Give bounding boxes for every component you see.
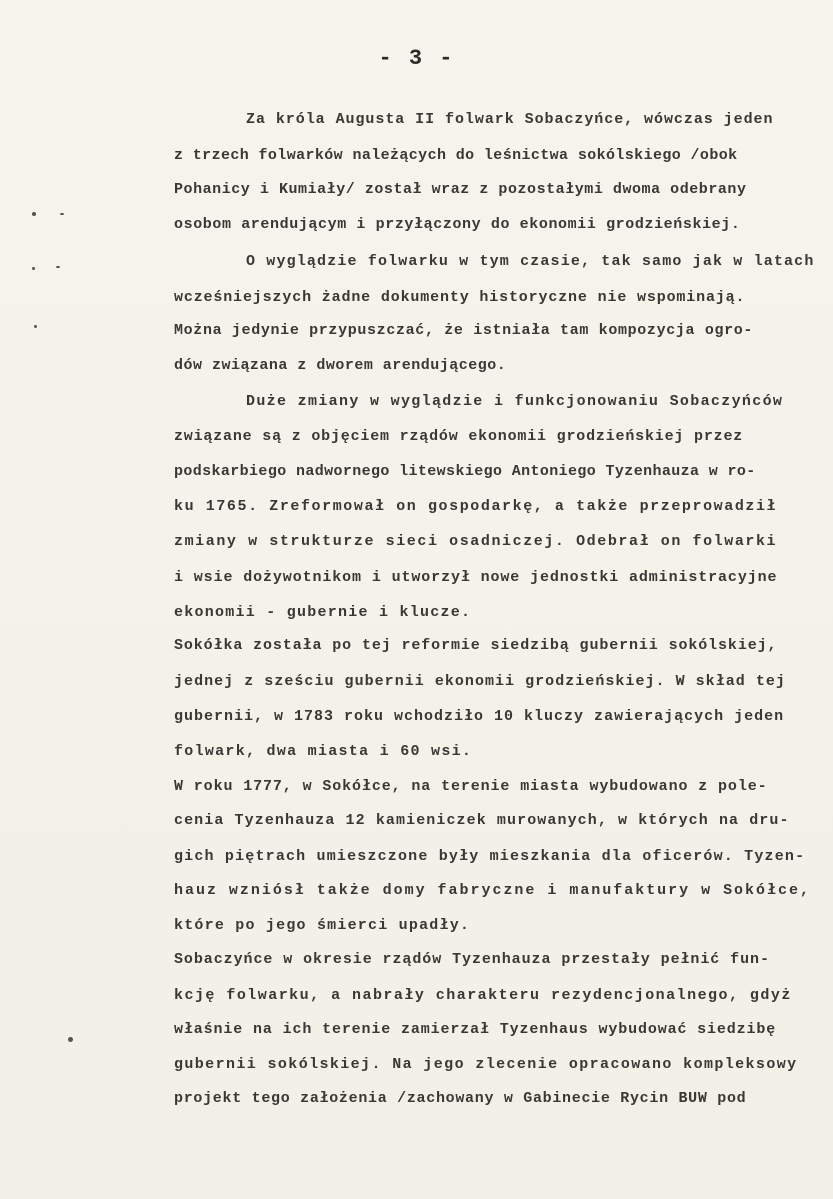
margin-speck	[56, 266, 60, 268]
text-line: projekt tego założenia /zachowany w Gabinecie Rycin BUW pod	[174, 1090, 747, 1107]
text-line: O wyglądzie folwarku w tym czasie, tak samo jak w latach	[246, 253, 815, 270]
text-line: gubernii sokólskiej. Na jego zlecenie opracowano kompleksowy	[174, 1056, 798, 1073]
text-line: Duże zmiany w wyglądzie i funkcjonowaniu Sobaczyńców	[246, 393, 784, 410]
text-line: kcję folwarku, a nabrały charakteru rezydencjonalnego, gdyż	[174, 987, 792, 1004]
text-line: i wsie dożywotnikom i utworzył nowe jednostki administracyjne	[174, 569, 778, 586]
text-line: właśnie na ich terenie zamierzał Tyzenhaus wybudować siedzibę	[174, 1021, 777, 1038]
text-line: gich piętrach umieszczone były mieszkania dla oficerów. Tyzen-	[174, 848, 806, 865]
text-line: cenia Tyzenhauza 12 kamieniczek murowanych, w których na dru-	[174, 812, 790, 829]
margin-speck	[60, 213, 64, 215]
margin-speck	[32, 267, 35, 270]
margin-speck	[68, 1037, 73, 1042]
text-line: dów związana z dworem arendującego.	[174, 357, 507, 374]
text-line: które po jego śmierci upadły.	[174, 917, 471, 934]
text-line: Sobaczyńce w okresie rządów Tyzenhauza przestały pełnić fun-	[174, 951, 770, 968]
text-line: ekonomii - gubernie i klucze.	[174, 604, 472, 621]
text-line: wcześniejszych żadne dokumenty historyczne nie wspominają.	[174, 289, 746, 306]
text-line: zmiany w strukturze sieci osadniczej. Odebrał on folwarki	[174, 533, 778, 550]
text-line: podskarbiego nadwornego litewskiego Antoniego Tyzenhauza w ro-	[174, 463, 756, 480]
text-line: jednej z sześciu gubernii ekonomii grodzieńskiej. W skład tej	[174, 673, 786, 690]
page-number: - 3 -	[378, 46, 455, 71]
text-line: Za króla Augusta II folwark Sobaczyńce, wówczas jeden	[246, 111, 774, 128]
text-line: ku 1765. Zreformował on gospodarkę, a także przeprowadził	[174, 498, 778, 515]
text-line: związane są z objęciem rządów ekonomii grodzieńskiej przez	[174, 428, 744, 445]
text-line: hauz wzniósł także domy fabryczne i manufaktury w Sokółce,	[174, 882, 811, 899]
margin-speck	[34, 325, 37, 328]
text-line: folwark, dwa miasta i 60 wsi.	[174, 743, 473, 760]
text-line: gubernii, w 1783 roku wchodziło 10 kluczy zawierających jeden	[174, 708, 785, 725]
text-line: Można jedynie przypuszczać, że istniała tam kompozycja ogro-	[174, 322, 754, 339]
text-line: osobom arendującym i przyłączony do ekonomii grodzieńskiej.	[174, 216, 741, 233]
text-line: Pohanicy i Kumiały/ został wraz z pozostałymi dwoma odebrany	[174, 181, 747, 198]
text-line: Sokółka została po tej reformie siedzibą gubernii sokólskiej,	[174, 637, 778, 654]
text-line: W roku 1777, w Sokółce, na terenie miasta wybudowano z pole-	[174, 778, 768, 795]
text-line: z trzech folwarków należących do leśnictwa sokólskiego /obok	[174, 147, 738, 164]
margin-speck	[32, 212, 36, 216]
